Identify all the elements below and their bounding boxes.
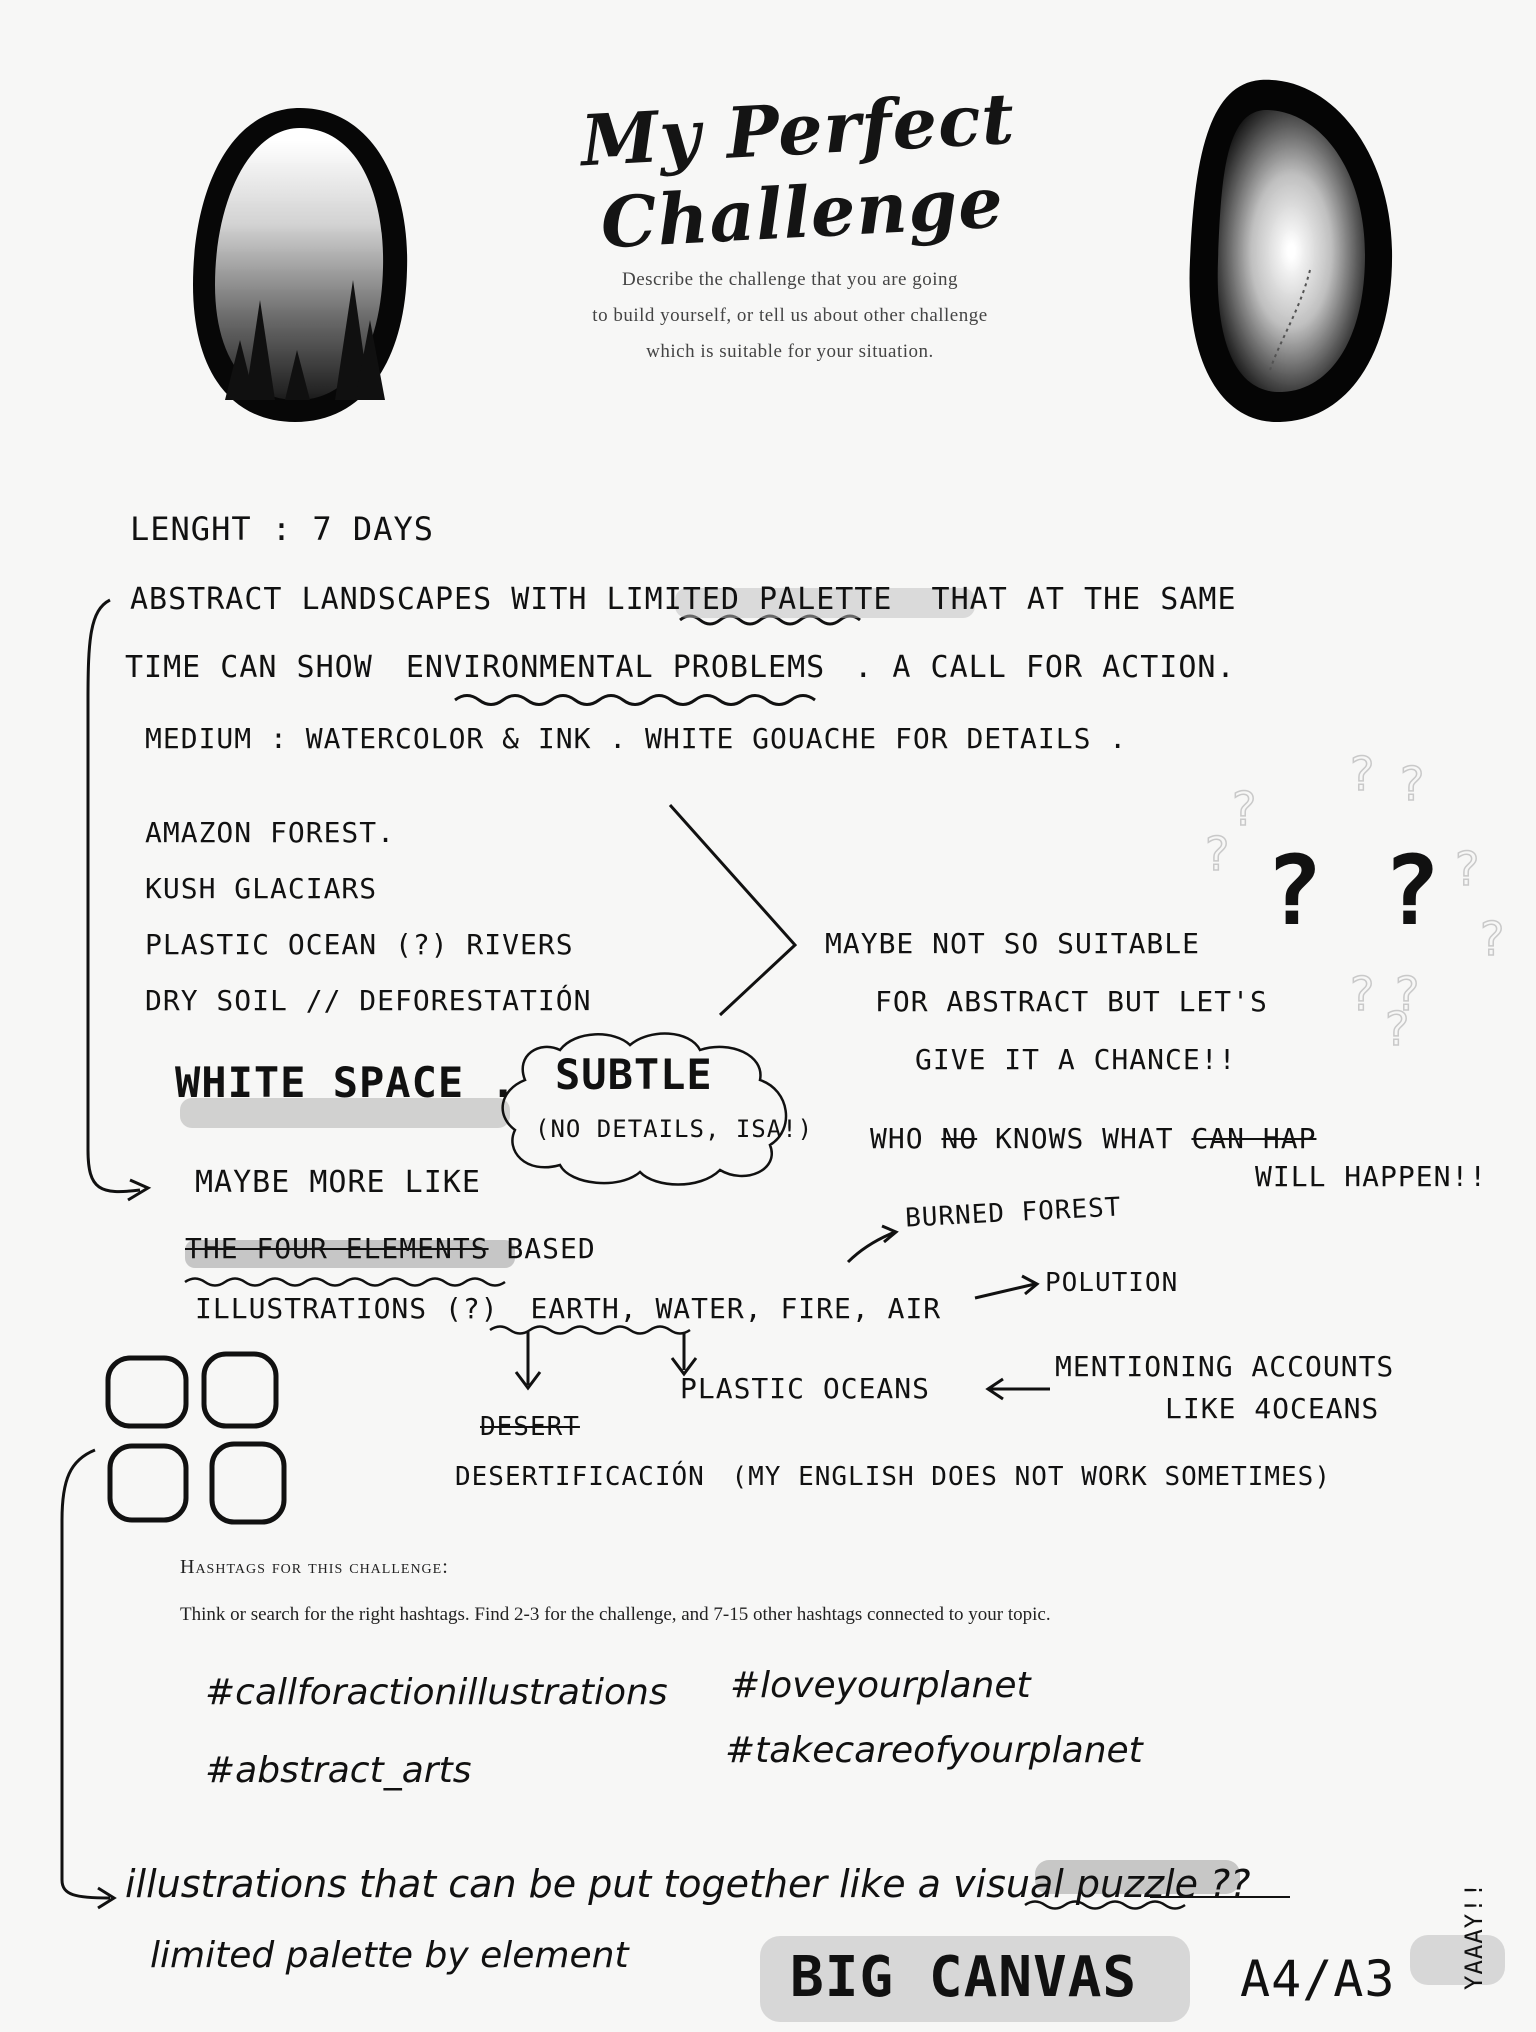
footer-line-1-end: ?? — [1210, 1862, 1251, 1906]
concept-line-2 — [125, 650, 1236, 685]
who-knows-mid: KNOWS WHAT — [995, 1122, 1174, 1155]
white-space-note — [175, 1058, 517, 1107]
four-elements-text: THE FOUR ELEMENTS — [185, 1232, 489, 1265]
footer-line-1 — [125, 1862, 1250, 1906]
hashtags-instruction: Think or search for the right hashtags. Find 2-3 for the challenge, and 7-15 other hashtags connected to your topic. — [180, 1604, 1051, 1625]
svg-text:?: ? — [1205, 827, 1230, 881]
hashtags-heading: Hashtags for this challenge: — [180, 1556, 449, 1578]
environmental-problems-highlight: ENVIRONMENTAL PROBLEMS — [405, 650, 826, 685]
illustrations-question: ILLUSTRATIONS (?) — [195, 1292, 499, 1325]
who-knows-start: WHO — [870, 1122, 924, 1155]
svg-text:?: ? — [1232, 782, 1257, 836]
english-note: (MY ENGLISH DOES NOT WORK SOMETIMES) — [731, 1462, 1331, 1492]
prompt-line-3: which is suitable for your situation. — [646, 341, 934, 362]
hashtag-item: #callforactionillustrations — [205, 1672, 668, 1713]
canvas-size-note: A4/A3 — [1240, 1950, 1396, 2008]
footer-line-1-start: illustrations that can be put together like a — [125, 1862, 941, 1906]
will-happen-note: WILL HAPPEN!! — [1255, 1160, 1488, 1193]
subtle-note: SUBTLE — [555, 1050, 713, 1099]
topic-item: KUSH GLACIARS — [145, 872, 378, 905]
mentioning-accounts-note: MENTIONING ACCOUNTS — [1055, 1350, 1395, 1383]
plastic-oceans-note: PLASTIC OCEANS — [680, 1372, 931, 1405]
footer-line-2: limited palette by element — [150, 1935, 629, 1976]
hashtag-item: #loveyourplanet — [730, 1665, 1031, 1706]
svg-text:?: ? — [1455, 842, 1480, 896]
svg-text:?: ? — [1395, 967, 1420, 1021]
hashtag-item: #abstract_arts — [205, 1750, 472, 1791]
svg-text:?: ? — [1480, 912, 1505, 966]
desert-struck-note: DESERT — [480, 1412, 580, 1442]
prompt-line-1: Describe the challenge that you are going — [622, 269, 958, 290]
yaaay-note: YAAAY!! — [1460, 1881, 1488, 1990]
limited-palette-highlight: LIMITED PALETTE — [606, 582, 893, 617]
topic-item: AMAZON FOREST. — [145, 816, 396, 849]
topics-list — [145, 805, 591, 1029]
big-canvas-note: BIG CANVAS — [790, 1945, 1138, 2010]
who-knows-note — [870, 1122, 1316, 1155]
subtle-subnote: (NO DETAILS, ISA!) — [535, 1115, 814, 1143]
based-text: BASED — [506, 1232, 596, 1265]
prompt-line-2: to build yourself, or tell us about other challenge — [592, 305, 988, 326]
maybe-more-note: MAYBE MORE LIKE — [195, 1165, 481, 1200]
who-knows-strike-2: CAN HAP — [1191, 1122, 1317, 1155]
like-4oceans-note: LIKE 4OCEANS — [1165, 1392, 1380, 1425]
maybe-not-line-1: MAYBE NOT SO SUITABLE — [825, 927, 1201, 960]
four-elements-line — [185, 1232, 596, 1265]
desertification-line — [455, 1462, 1331, 1492]
topic-item: PLASTIC OCEAN (?) RIVERS — [145, 928, 574, 961]
concept-line-1-start: ABSTRACT LANDSCAPES WITH — [130, 582, 588, 617]
elements-line — [195, 1292, 941, 1325]
elements-list: EARTH, WATER, FIRE, AIR — [530, 1292, 942, 1325]
white-space-text: WHITE SPACE — [175, 1058, 465, 1107]
white-space-dot: . — [490, 1058, 517, 1107]
hashtag-item: #takecareofyourplanet — [725, 1730, 1143, 1771]
svg-text:?: ? — [1350, 747, 1375, 801]
svg-text:?: ? — [1400, 757, 1425, 811]
svg-text:?: ? — [1385, 1002, 1410, 1056]
maybe-not-note — [825, 915, 1268, 1089]
visual-puzzle-highlight: visual puzzle — [953, 1862, 1198, 1906]
length-note: LENGHT : 7 DAYS — [130, 510, 434, 548]
burned-forest-note: BURNED FOREST — [904, 1192, 1123, 1234]
maybe-not-line-3: GIVE IT A CHANCE!! — [915, 1043, 1237, 1076]
concept-line-2-start: TIME CAN SHOW — [125, 650, 373, 685]
who-knows-strike-1: NO — [941, 1122, 978, 1155]
concept-line-2-end: . A CALL FOR ACTION. — [854, 650, 1236, 685]
svg-text:?: ? — [1350, 967, 1375, 1021]
question-marks: ? ? — [1265, 835, 1442, 947]
desertification-text: DESERTIFICACIÓN — [455, 1462, 705, 1492]
page-title: My Perfect Challenge — [578, 76, 1017, 265]
medium-note: MEDIUM : WATERCOLOR & INK . WHITE GOUACHE FOR DETAILS . — [145, 722, 1128, 755]
maybe-not-line-2: FOR ABSTRACT BUT LET'S — [875, 985, 1268, 1018]
topic-item: DRY SOIL // DEFORESTATIÓN — [145, 984, 592, 1017]
concept-line-1 — [130, 582, 1237, 617]
concept-line-1-end: THAT AT THE SAME — [931, 582, 1237, 617]
polution-note: POLUTION — [1045, 1268, 1179, 1298]
